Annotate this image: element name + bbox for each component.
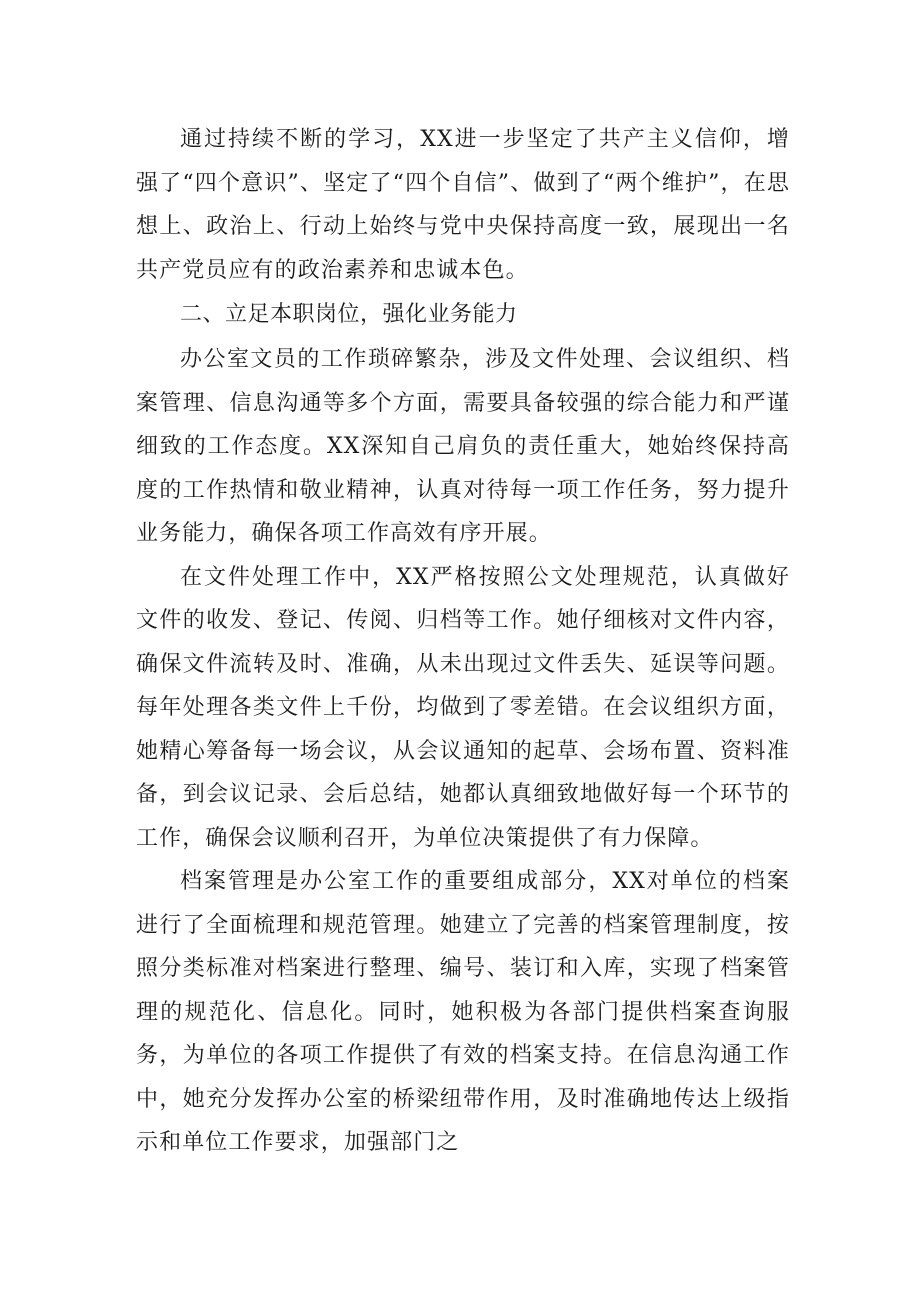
paragraph-document-handling: 在文件处理工作中，XX严格按照公文处理规范，认真做好文件的收发、登记、传阅、归档等工作。她仔细核对文件内容，确保文件流转及时、准确，从未出现过文件丢失、延误等问题。每年处理各类文件上千份，均做到了零差错。在会议组织方面，她精心筹备每一场会议，从会议通知的起草、会场布置、资料准备，到会议记录、会后总结，她都认真细致地做好每一个环节的工作，确保会议顺利召开，为单位决策提供了有力保障。 — [136, 564, 790, 851]
section-heading-2: 二、立足本职岗位，强化业务能力 — [180, 302, 518, 327]
document-body — [136, 118, 790, 1165]
paragraph-office-clerk-duties: 办公室文员的工作琐碎繁杂，涉及文件处理、会议组织、档案管理、信息沟通等多个方面，需要具备较强的综合能力和严谨细致的工作态度。XX深知自己肩负的责任重大，她始终保持高度的工作热情和敬业精神，认真对待每一项工作任务，努力提升业务能力，确保各项工作高效有序开展。 — [136, 347, 790, 546]
paragraph-political-belief: 通过持续不断的学习，XX进一步坚定了共产主义信仰，增强了“四个意识”、坚定了“四个自信”、做到了“两个维护”，在思想上、政治上、行动上始终与党中央保持高度一致，展现出一名共产党员应有的政治素养和忠诚本色。 — [136, 127, 790, 283]
paragraph-archive-management: 档案管理是办公室工作的重要组成部分，XX对单位的档案进行了全面梳理和规范管理。她建立了完善的档案管理制度，按照分类标准对档案进行整理、编号、装订和入库，实现了档案管理的规范化、信息化。同时，她积极为各部门提供档案查询服务，为单位的各项工作提供了有效的档案支持。在信息沟通工作中，她充分发挥办公室的桥梁纽带作用，及时准确地传达上级指示和单位工作要求，加强部门之 — [136, 869, 790, 1155]
